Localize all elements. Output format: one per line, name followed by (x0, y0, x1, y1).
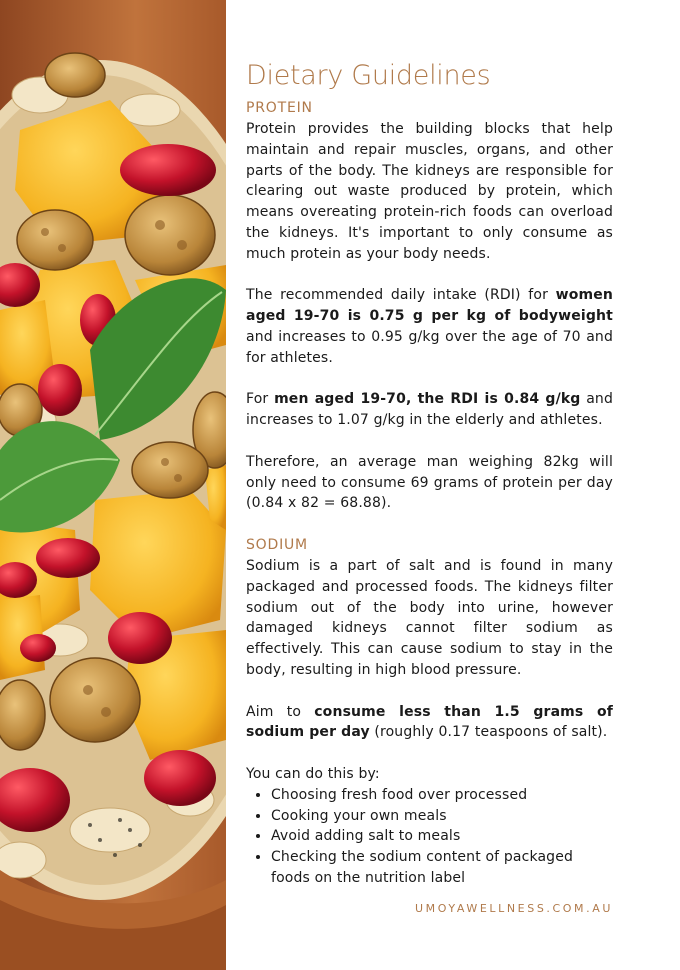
list-item: • Checking the sodium content of packaged foods on the nutrition label (271, 847, 613, 889)
protein-women-rdi-paragraph (246, 285, 613, 368)
men-rdi-highlight: men aged 19-70, the RDI is 0.84 g/kg (274, 391, 581, 408)
text-run: (roughly 0.17 teaspoons of salt). (369, 724, 608, 741)
text-run: Aim to (246, 703, 315, 720)
sodium-heading: SODIUM (246, 536, 308, 553)
protein-heading: PROTEIN (246, 100, 313, 116)
text-run: The recommended daily intake (RDI) for (246, 287, 556, 304)
protein-intro-paragraph: Protein provides the building blocks that help maintain and repair muscles, organs, and other parts of the body. The kidneys are responsible for clearing out waste produced by protein, which means overeating protein-rich foods can overload the kidneys. It's important to only consume as much protein as your body needs. (246, 121, 613, 262)
sodium-target-paragraph (246, 702, 613, 744)
guidelines-content (246, 58, 613, 889)
text-run: For (246, 391, 275, 408)
website-footer: UMOYAWELLNESS.COM.AU (414, 902, 613, 915)
list-item: • Avoid adding salt to meals (271, 826, 613, 847)
sodium-intro-paragraph: Sodium is a part of salt and is found in many packaged and processed foods. The kidneys filter sodium out of the body into urine, however damaged kidneys cannot filter sodium as effectively. This can cause sodium to stay in the body, resulting in high blood pressure. (246, 557, 613, 678)
sodium-target-highlight: consume less than 1.5 grams of sodium per day (246, 703, 613, 741)
protein-men-rdi-paragraph (246, 389, 613, 431)
text-run: and increases to 1.07 g/kg in the elderly and athletes. (246, 391, 613, 429)
page-title: Dietary Guidelines (246, 60, 491, 91)
list-item: • Cooking your own meals (271, 806, 613, 827)
food-bowl-photo (0, 0, 226, 970)
women-rdi-highlight: women aged 19-70 is 0.75 g per kg of bodyweight (246, 287, 613, 325)
food-bowl-illustration (0, 0, 226, 970)
sodium-tips-list (246, 785, 613, 889)
sodium-tips-intro: You can do this by: (246, 765, 380, 782)
text-run: and increases to 0.95 g/kg over the age of 70 and for athletes. (246, 328, 613, 366)
list-item: • Choosing fresh food over processed (271, 785, 613, 806)
protein-example-paragraph: Therefore, an average man weighing 82kg will only need to consume 69 grams of protein per day (0.84 x 82 = 68.88). (246, 453, 613, 512)
